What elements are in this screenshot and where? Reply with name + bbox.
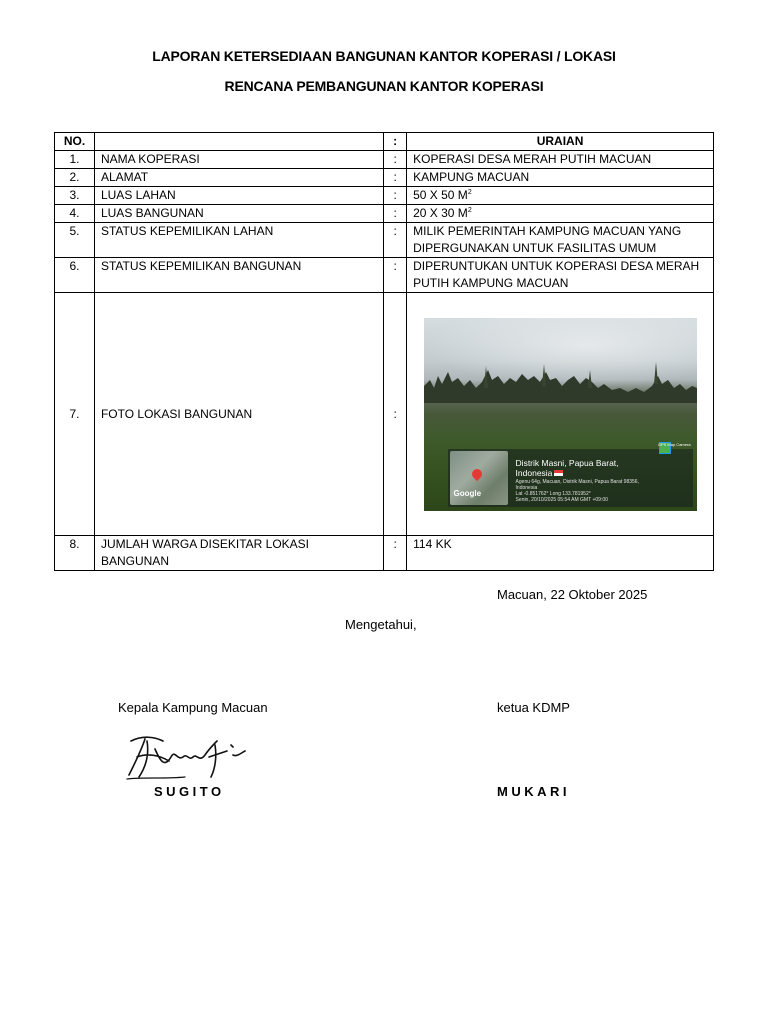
row-label: STATUS KEPEMILIKAN LAHAN [94,223,383,258]
row-value: KAMPUNG MACUAN [407,169,714,187]
detail-line4: Senin, 20/10/2025 05:54 AM GMT +09:00 [515,496,608,503]
table-row [55,205,714,223]
row-colon: : [384,169,407,187]
report-title-line2: RENCANA PEMBANGUNAN KANTOR KOPERASI [224,78,544,94]
row-label: FOTO LOKASI BANGUNAN [94,293,383,536]
left-signatory-name: SUGITO [154,784,225,799]
table-row [55,223,714,258]
report-table [54,132,714,571]
table-row [55,293,714,536]
table-header-row [55,133,714,151]
col-no-header: NO. [55,133,95,151]
row-label: JUMLAH WARGA DISEKITAR LOKASI BANGUNAN [94,536,383,571]
row-label: ALAMAT [94,169,383,187]
table-row [55,169,714,187]
left-signatory-title: Kepala Kampung Macuan [118,700,268,715]
row-value [407,187,714,205]
row-label: NAMA KOPERASI [94,151,383,169]
geotag-details [516,479,691,503]
camera-app-label: GPS Map Camera [657,441,691,447]
col-uraian-header: URAIAN [407,133,714,151]
row-number: 6. [55,258,95,293]
row-value: MILIK PEMERINTAH KAMPUNG MACUAN YANG DIPERGUNAKAN UNTUK FASILITAS UMUM [407,223,714,258]
row-colon: : [384,293,407,536]
row-colon: : [384,258,407,293]
row-value [407,293,714,536]
map-brand: Google [453,488,482,498]
location-line2-wrap [516,468,686,478]
value-text: 50 X 50 M [413,188,468,202]
row-number: 3. [55,187,95,205]
row-colon: : [384,151,407,169]
report-title-line1: LAPORAN KETERSEDIAAN BANGUNAN KANTOR KOPERASI / LOKASI [152,48,616,64]
col-label-header [94,133,383,151]
map-pin-icon [469,466,483,480]
place-date: Macuan, 22 Oktober 2025 [497,587,648,602]
superscript: 2 [467,207,472,214]
row-number: 2. [55,169,95,187]
row-colon: : [384,536,407,571]
right-signatory-title: ketua KDMP [497,700,570,715]
row-value: 114 KK [407,536,714,571]
row-colon: : [384,187,407,205]
detail-line1: Agenu 64g, Macuan, Distrik Masni, Papua Barat 98356, [515,478,639,485]
detail-line2: Indonesia [515,484,538,491]
value-text: 20 X 30 M [413,206,468,220]
row-number: 4. [55,205,95,223]
row-colon: : [384,205,407,223]
acknowledged-label: Mengetahui, [345,617,417,632]
handwritten-signature [125,727,253,782]
row-label: LUAS BANGUNAN [94,205,383,223]
row-number: 7. [55,293,95,536]
row-value: DIPERUNTUKAN UNTUK KOPERASI DESA MERAH PUTIH KAMPUNG MACUAN [407,258,714,293]
row-colon: : [384,223,407,258]
location-line1: Distrik Masni, Papua Barat, [515,457,619,468]
table-row [55,187,714,205]
row-number: 8. [55,536,95,571]
table-row [55,151,714,169]
row-value [407,205,714,223]
location-line2: Indonesia [515,467,553,478]
row-label: LUAS LAHAN [94,187,383,205]
map-thumbnail [450,451,508,505]
row-label: STATUS KEPEMILIKAN BANGUNAN [94,258,383,293]
col-colon-header: : [384,133,407,151]
detail-line3: Lat -0.851762° Long 133.781952° [515,490,591,497]
geotag-location [516,458,686,478]
table-row [55,536,714,571]
right-signatory-name: MUKARI [497,784,570,799]
indonesia-flag-icon [554,470,563,476]
row-number: 1. [55,151,95,169]
superscript: 2 [467,189,472,196]
table-row [55,258,714,293]
site-photo [424,318,697,511]
row-number: 5. [55,223,95,258]
treeline [424,358,697,403]
row-value: KOPERASI DESA MERAH PUTIH MACUAN [407,151,714,169]
